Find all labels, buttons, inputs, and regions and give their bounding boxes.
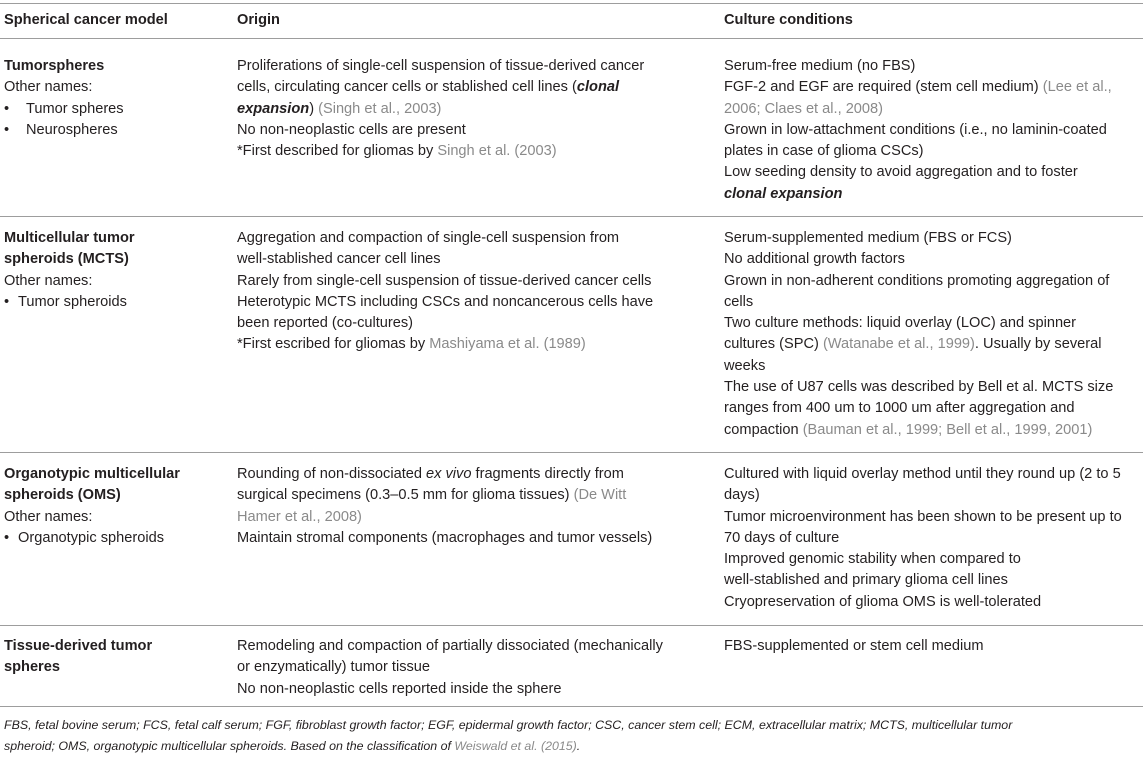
culture-line <box>724 356 1143 377</box>
text-segment: expansion <box>237 100 310 117</box>
culture-line <box>724 249 1143 270</box>
text-segment: clonal expansion <box>724 185 843 202</box>
other-names-label: Other names: <box>4 79 93 96</box>
text-segment: been reported (co-cultures) <box>237 315 414 332</box>
table-rule-bottom <box>0 706 1143 707</box>
other-name-item <box>4 528 229 549</box>
origin-line <box>237 141 707 162</box>
footnote-line <box>4 715 1140 736</box>
text-segment: Improved genomic stability when compared to <box>724 551 1021 568</box>
culture-line <box>724 271 1143 292</box>
text-segment: Rarely from single-cell suspension of tissue-derived cancer cells <box>237 272 652 289</box>
origin-line <box>237 528 707 549</box>
text-segment: Maintain stromal components (macrophages and tumor vessels) <box>237 529 653 546</box>
text-segment: Remodeling and compaction of partially dissociated (mechanically <box>237 638 663 654</box>
header-spherical-cancer-model: Spherical cancer model <box>4 12 168 28</box>
citation-text: 2006; Claes et al., 2008) <box>724 100 884 117</box>
origin-line <box>237 679 707 700</box>
origin-line <box>237 228 707 249</box>
row-4-origin-cell <box>237 636 707 700</box>
text-segment: No non-neoplastic cells are present <box>237 121 466 138</box>
citation-text: Singh et al. (2003) <box>437 143 557 160</box>
row-1-origin-cell <box>237 56 707 162</box>
other-name-item <box>4 120 229 141</box>
text-segment: ex vivo <box>426 466 472 482</box>
text-segment: ranges from 400 um to 1000 um after aggregation and <box>724 400 1075 417</box>
text-segment: plates in case of glioma CSCs) <box>724 143 924 160</box>
row-3-model-cell <box>4 464 229 549</box>
bullet-icon: • <box>4 293 10 310</box>
text-segment: cultures (SPC) <box>724 336 823 353</box>
text-segment: Serum-supplemented medium (FBS or FCS) <box>724 230 1012 246</box>
model-name: Multicellular tumor <box>4 230 135 246</box>
text-segment: Cultured with liquid overlay method until they round up (2 to 5 <box>724 466 1121 482</box>
text-segment: Proliferations of single-cell suspension of tissue-derived cancer <box>237 58 645 74</box>
origin-line <box>237 313 707 334</box>
row-1-model-cell <box>4 56 229 141</box>
text-segment: Low seeding density to avoid aggregation and to foster <box>724 164 1078 181</box>
culture-line <box>724 549 1143 570</box>
other-name-text: Neurospheres <box>26 121 118 138</box>
row-2-model-cell <box>4 228 229 313</box>
origin-line <box>237 657 707 678</box>
other-names-label: Other names: <box>4 272 93 289</box>
text-segment: ) <box>309 100 319 117</box>
text-segment: Two culture methods: liquid overlay (LOC) and spinner <box>724 315 1077 332</box>
text-segment: No additional growth factors <box>724 251 905 268</box>
citation-text: (Watanabe et al., 1999) <box>822 336 975 353</box>
other-name-item <box>4 99 229 120</box>
text-segment: Heterotypic MCTS including CSCs and noncancerous cells have <box>237 293 654 310</box>
text-segment: FBS-supplemented or stem cell medium <box>724 638 984 654</box>
culture-line <box>724 464 1143 485</box>
footnote-line <box>4 736 1140 757</box>
culture-line <box>724 56 1143 77</box>
culture-line <box>724 420 1143 441</box>
culture-line <box>724 292 1143 313</box>
text-segment: cells, circulating cancer cells or stablished cell lines ( <box>237 79 577 96</box>
text-segment: spheroid; OMS, organotypic multicellular spheroids. Based on the classification of <box>4 738 455 753</box>
row-4-model-cell <box>4 636 229 679</box>
model-name: spheres <box>4 659 60 676</box>
text-segment: No non-neoplastic cells reported inside the sphere <box>237 680 562 697</box>
origin-line <box>237 485 707 506</box>
text-segment: . Usually by several <box>974 336 1102 353</box>
model-name: Tissue-derived tumor <box>4 638 153 654</box>
text-segment: *First escribed for gliomas by <box>237 336 430 353</box>
row-3-origin-cell <box>237 464 707 549</box>
text-segment: *First described for gliomas by <box>237 143 438 160</box>
culture-line <box>724 162 1143 183</box>
model-name: spheroids (MCTS) <box>4 251 129 268</box>
culture-line <box>724 636 1143 657</box>
text-segment: well-stablished and primary glioma cell lines <box>724 572 1008 589</box>
text-segment: Aggregation and compaction of single-cell suspension from <box>237 230 620 246</box>
text-segment: FGF-2 and EGF are required (stem cell medium) <box>724 79 1043 96</box>
text-segment: FBS, fetal bovine serum; FCS, fetal calf serum; FGF, fibroblast growth factor; EGF, epidermal growth factor; CSC, cancer stem cell; ECM, extracellular matrix; MCTS, multicellular tumor <box>4 718 1013 732</box>
row-1-culture-cell <box>724 56 1143 205</box>
other-name-text: Organotypic spheroids <box>18 529 165 546</box>
origin-line <box>237 77 707 98</box>
culture-line <box>724 570 1143 591</box>
text-segment: compaction <box>724 421 803 438</box>
text-segment: fragments directly from <box>471 466 624 482</box>
culture-line <box>724 313 1143 334</box>
text-segment: well-stablished cancer cell lines <box>237 251 441 268</box>
header-origin: Origin <box>237 12 280 28</box>
text-segment: surgical specimens (0.3–0.5 mm for glioma tissues) <box>237 487 574 504</box>
table-rule-row-1 <box>0 216 1143 217</box>
culture-line <box>724 528 1143 549</box>
culture-line <box>724 485 1143 506</box>
citation-text: Mashiyama et al. (1989) <box>429 336 586 353</box>
text-segment: Rounding of non-dissociated <box>237 466 427 482</box>
culture-line <box>724 120 1143 141</box>
citation-text: (Bauman et al., 1999; Bell et al., 1999, 2001) <box>802 421 1093 438</box>
citation-text: (Lee et al., <box>1042 79 1112 96</box>
row-3-culture-cell <box>724 464 1143 613</box>
culture-line <box>724 592 1143 613</box>
origin-line <box>237 464 707 485</box>
culture-line <box>724 77 1143 98</box>
other-name-text: Tumor spheroids <box>18 293 127 310</box>
other-name-item <box>4 292 229 313</box>
text-segment: Tumor microenvironment has been shown to be present up to <box>724 508 1122 525</box>
culture-line <box>724 184 1143 205</box>
model-name: Organotypic multicellular <box>4 466 180 482</box>
text-segment: or enzymatically) tumor tissue <box>237 659 431 676</box>
citation-text: (Singh et al., 2003) <box>318 100 442 117</box>
origin-line <box>237 249 707 270</box>
origin-line <box>237 507 707 528</box>
text-segment: Grown in low-attachment conditions (i.e., no laminin-coated <box>724 121 1107 138</box>
culture-line <box>724 228 1143 249</box>
table-rule-row-3 <box>0 625 1143 626</box>
text-segment: Cryopreservation of glioma OMS is well-tolerated <box>724 593 1042 610</box>
bullet-icon: • <box>4 121 10 138</box>
text-segment: clonal <box>576 79 620 96</box>
model-name: spheroids (OMS) <box>4 487 121 504</box>
text-segment: cells <box>724 293 754 310</box>
culture-line <box>724 334 1143 355</box>
text-segment: days) <box>724 487 760 504</box>
text-segment: Serum-free medium (no FBS) <box>724 58 916 74</box>
citation-text: (De Witt <box>573 487 627 504</box>
text-segment: weeks <box>724 357 766 374</box>
origin-line <box>237 292 707 313</box>
row-4-culture-cell <box>724 636 1143 657</box>
origin-line <box>237 120 707 141</box>
table-rule-row-2 <box>0 452 1143 453</box>
table-rule-header <box>0 38 1143 39</box>
culture-line <box>724 398 1143 419</box>
text-segment: . <box>576 738 581 753</box>
origin-line <box>237 636 707 657</box>
citation-text: Weiswald et al. (2015) <box>454 738 577 753</box>
other-name-text: Tumor spheres <box>26 100 124 117</box>
table-footnote <box>4 715 1140 756</box>
row-2-culture-cell <box>724 228 1143 441</box>
bullet-icon: • <box>4 100 10 117</box>
culture-line <box>724 377 1143 398</box>
row-2-origin-cell <box>237 228 707 356</box>
text-segment: 70 days of culture <box>724 529 840 546</box>
bullet-icon: • <box>4 529 10 546</box>
origin-line <box>237 271 707 292</box>
origin-line <box>237 334 707 355</box>
citation-text: Hamer et al., 2008) <box>237 508 362 525</box>
text-segment: The use of U87 cells was described by Bell et al. MCTS size <box>724 379 1114 396</box>
culture-line <box>724 141 1143 162</box>
text-segment: Grown in non-adherent conditions promoting aggregation of <box>724 272 1110 289</box>
header-culture-conditions: Culture conditions <box>724 12 853 28</box>
model-name: Tumorspheres <box>4 58 105 74</box>
table-rule-top <box>0 3 1143 4</box>
culture-line <box>724 99 1143 120</box>
culture-line <box>724 507 1143 528</box>
origin-line <box>237 99 707 120</box>
origin-line <box>237 56 707 77</box>
other-names-label: Other names: <box>4 508 93 525</box>
